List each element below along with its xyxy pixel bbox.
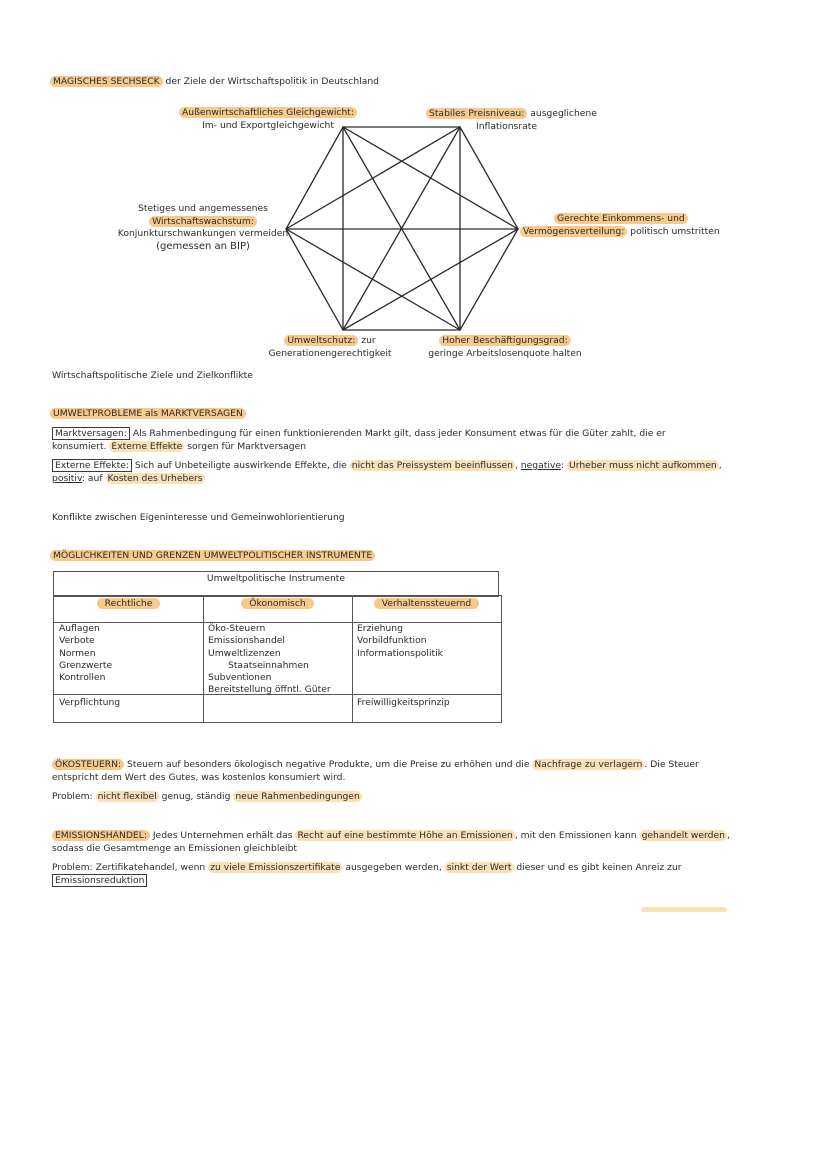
goal-preisniveau-label: Stabiles Preisniveau: — [426, 108, 527, 119]
positiv-term: positiv — [52, 473, 82, 484]
externe-effekte-line1: Externe Effekte: Sich auf Unbeteiligte auswirkende Effekte, die nicht das Preissystem beeinflussen , negative: Urheber muss nicht aufkommen , — [52, 460, 722, 473]
list-item: Umweltlizenzen — [208, 647, 281, 659]
goal-beschaeftigung-label: Hoher Beschäftigungsgrad: — [439, 335, 570, 346]
emissionshandel-problem: Problem: Zertifikatehandel, wenn zu viele Emissionszertifikate ausgegeben werden, sinkt der Wert dieser und es gibt keinen Anreiz zur — [52, 862, 682, 873]
emissionshandel-line1: EMISSIONSHANDEL: Jedes Unternehmen erhält das Recht auf eine bestimmte Höhe an Emissionen , mit den Emissionen kann gehandelt werden , — [52, 830, 730, 843]
emissionshandel-line2: sodass die Gesamtmenge an Emissionen gleichbleibt — [52, 843, 298, 854]
list-item: Kontrollen — [59, 672, 106, 684]
list-item: Normen — [59, 647, 96, 659]
goal-verteilung-label2: Vermögensverteilung: — [520, 226, 627, 237]
hexagon-diagonal — [343, 229, 518, 330]
table-divider — [203, 596, 204, 722]
list-item: Staatseinnahmen — [228, 659, 309, 671]
list-item: Verbote — [59, 635, 95, 647]
oekosteuern-problem: Problem: nicht flexibel genug, ständig neue Rahmenbedingungen — [52, 791, 360, 802]
marktversagen-line1: Marktversagen: Als Rahmenbedingung für einen funktionierenden Markt gilt, dass jeder Konsument etwas für die Güter zahlt, die er — [52, 428, 666, 441]
list-item: Erziehung — [357, 623, 403, 634]
goal-beschaeftigung-desc: geringe Arbeitslosenquote halten — [428, 347, 582, 359]
goal-wachstum-line1: Stetiges und angemessenes — [138, 203, 268, 214]
goal-umweltschutz-label: Umweltschutz: — [284, 335, 358, 346]
instrumente-heading: MÖGLICHKEITEN UND GRENZEN UMWELTPOLITISCHER INSTRUMENTE — [50, 550, 375, 563]
oekosteuern-line2: entspricht dem Wert des Gutes, was kostenlos konsumiert wird. — [52, 772, 346, 783]
emissionshandel-problem-line2: Emissionsreduktion — [52, 875, 147, 888]
instrumente-table-title: Umweltpolitische Instrumente — [206, 573, 346, 584]
goal-preisniveau-desc1: ausgeglichene — [527, 108, 597, 119]
column-rechtliche-list — [59, 623, 112, 684]
goal-beschaeftigung — [410, 335, 600, 360]
konflikte-text: Konflikte zwischen Eigeninteresse und Gemeinwohlorientierung — [52, 512, 345, 523]
negative-term: negative — [520, 460, 561, 471]
emissionshandel-term: EMISSIONSHANDEL: — [52, 830, 150, 841]
externe-effekte-highlight: Externe Effekte — [111, 441, 183, 452]
list-item: Auflagen — [59, 623, 100, 634]
oekosteuern-line1: ÖKOSTEUERN: Steuern auf besonders ökologisch negative Produkte, um die Preise zu erhöhen und die Nachfrage zu verlagern . Die Steuer — [52, 759, 699, 772]
goal-preisniveau-desc2: Inflationsrate — [476, 120, 537, 132]
goal-umweltschutz — [250, 335, 410, 360]
goal-wachstum-label: Wirtschaftswachstum: — [149, 216, 257, 227]
list-item: Vorbildfunktion — [357, 635, 427, 647]
list-item: Subventionen — [208, 672, 272, 684]
marktversagen-line2: konsumiert. Externe Effekte sorgen für Marktversagen — [52, 441, 307, 452]
umwelt-heading: UMWELTPROBLEME als MARKTVERSAGEN — [50, 408, 246, 421]
hexagon-diagonal — [286, 127, 460, 229]
column-header-verhaltenssteuernd: Verhaltenssteuernd — [352, 598, 501, 610]
goal-umweltschutz-desc1: zur — [358, 335, 376, 346]
goal-wachstum-line4: (gemessen an BIP) — [156, 240, 250, 252]
hexagon-title-highlight: MAGISCHES SECHSECK — [50, 76, 163, 87]
goal-verteilung — [520, 213, 720, 238]
goal-verteilung-label1: Gerechte Einkommens- und — [554, 213, 688, 224]
list-item: Informationspolitik — [357, 647, 444, 659]
goal-verteilung-desc: politisch umstritten — [627, 225, 720, 237]
list-item: Öko-Steuern — [208, 623, 266, 634]
goal-preisniveau — [426, 108, 597, 133]
list-item: Grenzwerte — [59, 659, 113, 671]
oekosteuern-term: ÖKOSTEUERN: — [52, 759, 124, 770]
goal-wachstum-line3: Konjunkturschwankungen vermeiden — [117, 228, 289, 239]
instrumente-table-title-box — [53, 571, 499, 597]
column-oekonomisch-list — [208, 623, 331, 697]
goal-umweltschutz-desc2: Generationengerechtigkeit — [268, 347, 392, 359]
hexagon-diagonal — [286, 229, 460, 330]
list-item: Bereitstellung öffntl. Güter — [208, 684, 331, 696]
column-header-rechtliche: Rechtliche — [54, 598, 203, 610]
goal-aussenwirtschaft-desc: Im- und Exportgleichgewicht — [202, 119, 334, 131]
hexagon-title-rest: der Ziele der Wirtschaftspolitik in Deutschland — [162, 76, 380, 87]
instrumente-table — [53, 595, 502, 723]
column-header-oekonomisch: Ökonomisch — [203, 598, 352, 610]
goal-aussenwirtschaft — [168, 107, 368, 132]
hexagon-caption: Wirtschaftspolitische Ziele und Zielkonflikte — [52, 370, 253, 381]
goal-wachstum — [108, 203, 298, 253]
table-divider — [352, 596, 353, 722]
footer-verpflichtung: Verpflichtung — [59, 697, 121, 708]
goal-aussenwirtschaft-label: Außenwirtschaftliches Gleichgewicht: — [179, 107, 357, 118]
externe-effekte-term: Externe Effekte: — [52, 459, 132, 472]
externe-effekte-line2: positiv: auf Kosten des Urhebers — [52, 473, 203, 484]
column-verhaltenssteuernd-list — [357, 623, 443, 660]
marktversagen-term: Marktversagen: — [52, 427, 130, 440]
footer-freiwilligkeit: Freiwilligkeitsprinzip — [357, 697, 450, 708]
highlighter-stroke — [641, 907, 727, 912]
list-item: Emissionshandel — [208, 635, 285, 647]
